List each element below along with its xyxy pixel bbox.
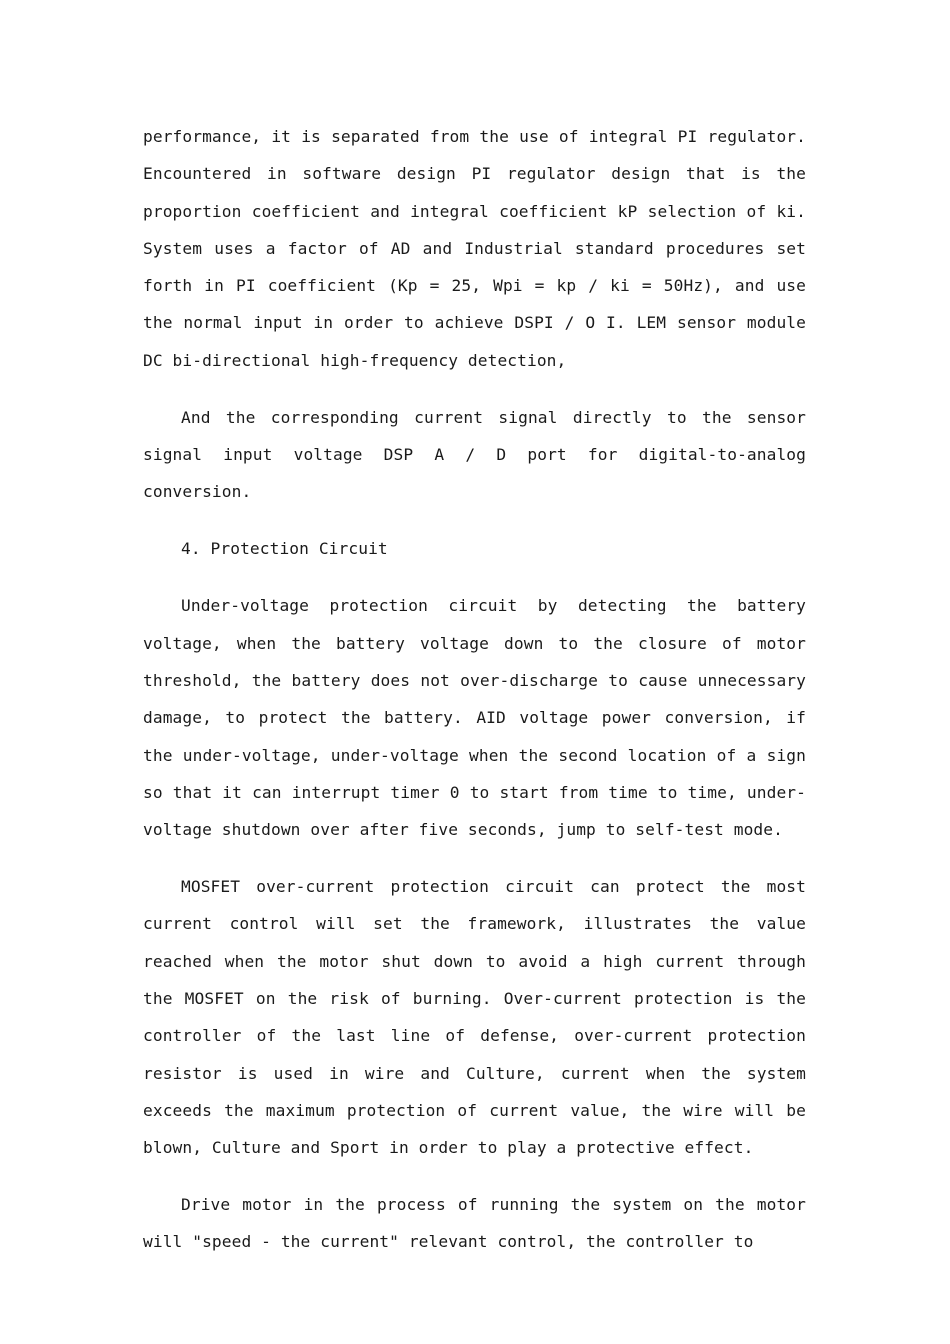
section-heading: 4. Protection Circuit: [181, 539, 388, 559]
paragraph-under-voltage: Under-voltage protection circuit by detecting the battery voltage, when the battery voltage down to the closure of motor threshold, the battery does not over-discharge to cause unnecessary damage, to protect the battery. AID voltage power conversion, if the under-voltage, under-voltage when the second location of a sign so that it can interrupt timer 0 to start from time to time, under-voltage shutdown over after five seconds, jump to self-test mode.: [143, 596, 806, 840]
paragraph-current-signal: And the corresponding current signal directly to the sensor signal input voltage DSP A / D port for digital-to-analog conversion.: [143, 407, 806, 502]
paragraph-drive-motor: Drive motor in the process of running the system on the motor will "speed - the current" relevant control, the controller to: [143, 1195, 806, 1252]
paragraph-over-current: MOSFET over-current protection circuit can protect the most current control will set the framework, illustrates the value reached when the motor shut down to avoid a high current through the MOSFET on the risk of burning. Over-current protection is the controller of the last line of defense, over-current protection resistor is used in wire and Culture, current when the system exceeds the maximum protection of current value, the wire will be blown, Culture and Sport in order to play a protective effect.: [143, 877, 806, 1158]
paragraph-pi-regulator: performance, it is separated from the use of integral PI regulator. Encountered in software design PI regulator design that is the proportion coefficient and integral coefficient kP selection of ki. System uses a factor of AD and Industrial standard procedures set forth in PI coefficient (Kp = 25, Wpi = kp / ki = 50Hz), and use the normal input in order to achieve DSPI / O I. LEM sensor module DC bi-directional high-frequency detection,: [143, 127, 806, 370]
document-page: [143, 118, 806, 1280]
